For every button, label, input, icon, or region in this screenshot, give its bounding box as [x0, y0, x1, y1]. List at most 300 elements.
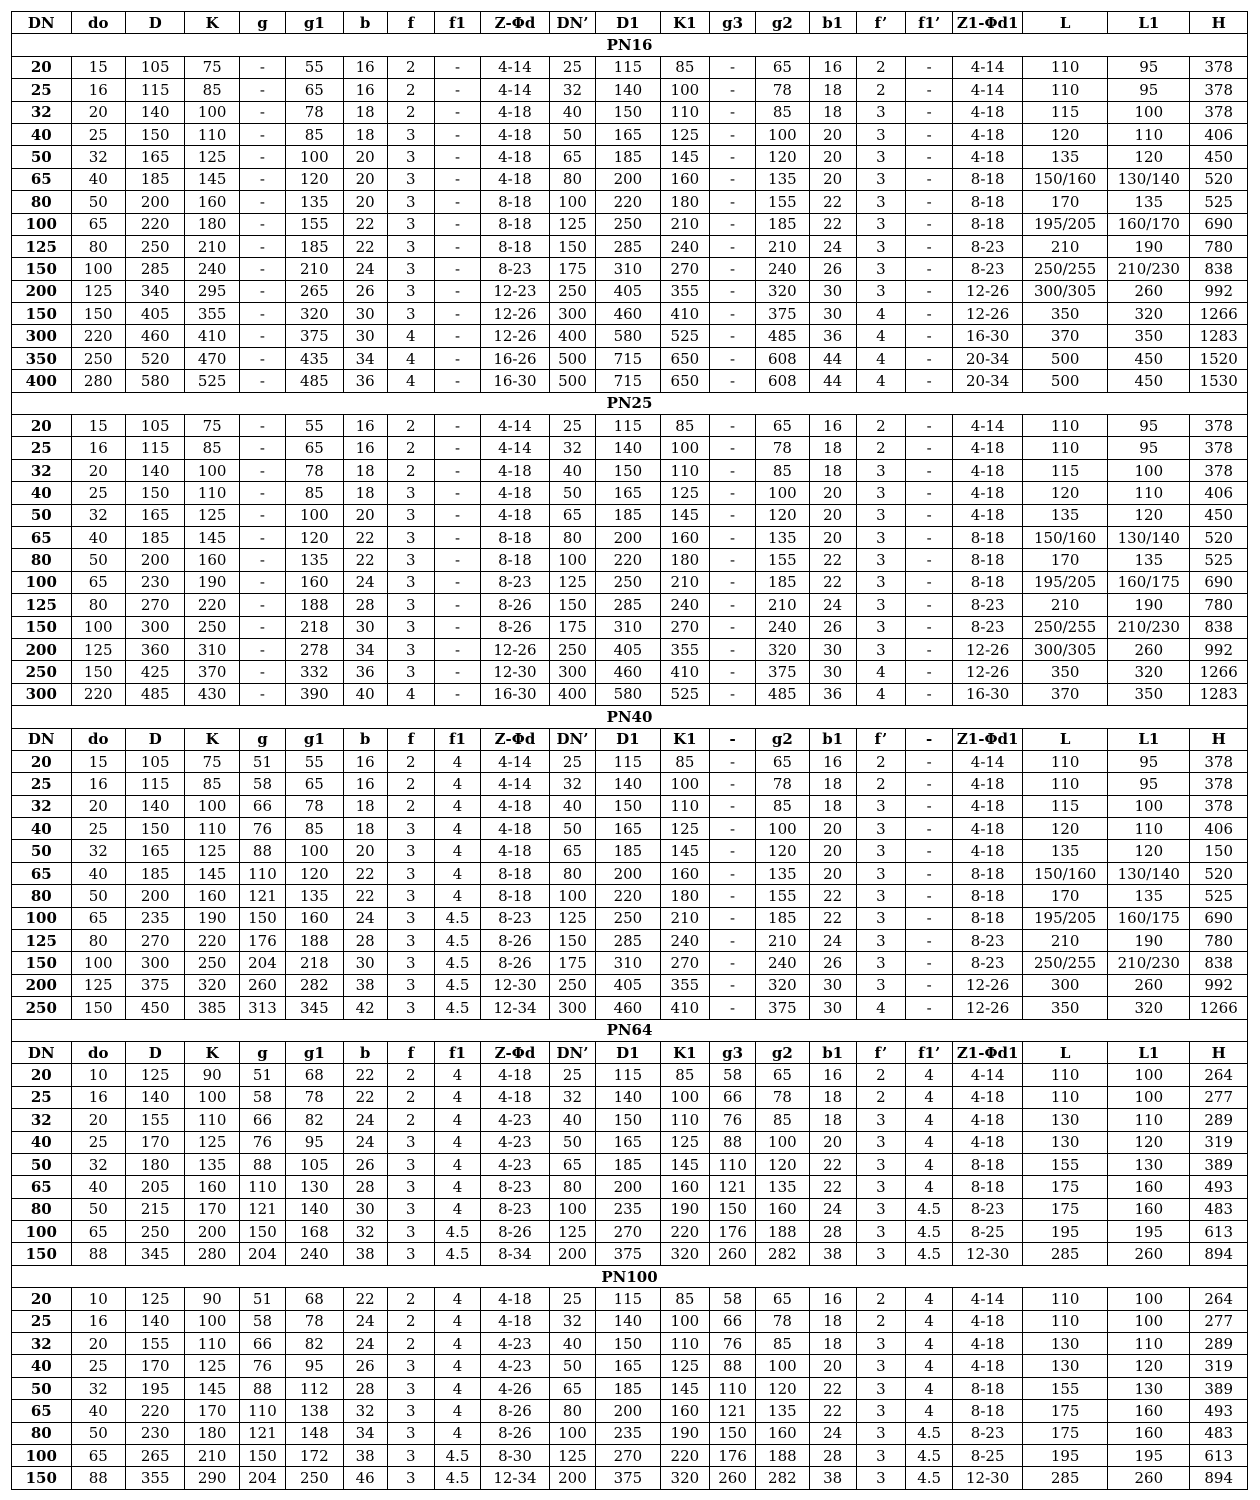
table-cell: 4	[434, 1355, 480, 1377]
nominal-diameter-cell: 150	[12, 303, 72, 325]
column-header-cell: K1	[660, 728, 709, 750]
table-cell: 8-18	[953, 168, 1023, 190]
table-cell: 8-18	[481, 213, 550, 235]
column-header-cell: D1	[596, 12, 661, 34]
table-cell: 715	[596, 370, 661, 392]
nominal-diameter-cell: 32	[12, 101, 72, 123]
table-cell: 4-18	[953, 101, 1023, 123]
table-cell: 4	[906, 1131, 953, 1153]
table-cell: 95	[1108, 415, 1190, 437]
table-cell: 160	[1108, 1198, 1190, 1220]
table-row	[12, 123, 1248, 145]
table-cell: 20	[71, 1109, 125, 1131]
table-cell: -	[239, 437, 285, 459]
table-row	[12, 930, 1248, 952]
table-cell: 8-18	[953, 907, 1023, 929]
table-cell: 170	[185, 1400, 239, 1422]
table-cell: -	[906, 79, 953, 101]
table-cell: 210/230	[1108, 952, 1190, 974]
table-cell: 992	[1190, 638, 1248, 660]
table-cell: 110	[1023, 1086, 1108, 1108]
table-cell: 1520	[1190, 347, 1248, 369]
nominal-diameter-cell: 150	[12, 952, 72, 974]
table-cell: 110	[660, 459, 709, 481]
table-cell: 100	[756, 482, 809, 504]
table-cell: 66	[709, 1310, 755, 1332]
table-cell: 32	[549, 79, 595, 101]
table-cell: 12-26	[481, 303, 550, 325]
table-cell: 110	[1108, 123, 1190, 145]
table-cell: 4-18	[953, 1131, 1023, 1153]
table-cell: 3	[856, 840, 905, 862]
table-cell: 20	[809, 1131, 856, 1153]
table-cell: 260	[1108, 280, 1190, 302]
table-cell: 390	[286, 683, 343, 705]
table-cell: 690	[1190, 213, 1248, 235]
table-cell: 4-18	[953, 459, 1023, 481]
column-header-cell: -	[709, 728, 755, 750]
table-cell: 32	[71, 1377, 125, 1399]
table-cell: 20	[343, 191, 387, 213]
table-cell: 180	[185, 1422, 239, 1444]
table-cell: 3	[856, 1176, 905, 1198]
table-row	[12, 191, 1248, 213]
table-cell: 26	[343, 1355, 387, 1377]
table-cell: -	[239, 347, 285, 369]
table-cell: 12-30	[953, 1243, 1023, 1265]
table-cell: 170	[125, 1355, 185, 1377]
table-cell: 4-18	[953, 437, 1023, 459]
table-cell: 8-18	[953, 549, 1023, 571]
section-row	[12, 392, 1248, 414]
table-cell: 16	[809, 1288, 856, 1310]
table-cell: -	[239, 213, 285, 235]
table-cell: 50	[71, 1198, 125, 1220]
table-cell: 135	[1108, 885, 1190, 907]
table-cell: 100	[286, 504, 343, 526]
table-cell: 50	[71, 549, 125, 571]
table-cell: 24	[343, 1131, 387, 1153]
table-cell: 160	[1108, 1176, 1190, 1198]
table-cell: -	[709, 146, 755, 168]
table-cell: 88	[709, 1355, 755, 1377]
table-cell: 345	[286, 997, 343, 1019]
column-header-cell: L	[1023, 12, 1108, 34]
table-cell: 80	[549, 1176, 595, 1198]
table-cell: 4-18	[481, 482, 550, 504]
table-cell: 8-18	[953, 1400, 1023, 1422]
table-cell: 210	[185, 1445, 239, 1467]
table-cell: 204	[239, 1467, 285, 1489]
table-cell: 285	[1023, 1467, 1108, 1489]
table-cell: 3	[856, 1422, 905, 1444]
table-cell: 110	[239, 862, 285, 884]
table-cell: 400	[549, 325, 595, 347]
table-cell: 140	[125, 1086, 185, 1108]
table-cell: 355	[660, 280, 709, 302]
table-cell: 20	[71, 795, 125, 817]
pressure-class-title: PN25	[12, 392, 1248, 414]
table-cell: 350	[1023, 997, 1108, 1019]
table-cell: 4	[434, 1176, 480, 1198]
table-cell: 18	[809, 1086, 856, 1108]
table-cell: 22	[343, 1086, 387, 1108]
table-cell: 140	[125, 459, 185, 481]
table-cell: 22	[343, 862, 387, 884]
table-cell: 105	[286, 1153, 343, 1175]
table-cell: 24	[343, 1333, 387, 1355]
table-row	[12, 997, 1248, 1019]
table-cell: 18	[809, 101, 856, 123]
table-cell: 20	[343, 168, 387, 190]
table-cell: -	[906, 235, 953, 257]
table-cell: 16	[343, 79, 387, 101]
table-cell: 176	[239, 930, 285, 952]
table-cell: 250	[286, 1467, 343, 1489]
table-cell: 4	[434, 885, 480, 907]
table-cell: 300/305	[1023, 280, 1108, 302]
table-cell: 150	[239, 1445, 285, 1467]
table-row	[12, 750, 1248, 772]
column-header-cell: DN	[12, 728, 72, 750]
table-cell: 2	[387, 79, 434, 101]
table-row	[12, 504, 1248, 526]
table-cell: 88	[71, 1243, 125, 1265]
table-cell: 195/205	[1023, 907, 1108, 929]
table-cell: 12-30	[953, 1467, 1023, 1489]
table-cell: -	[239, 616, 285, 638]
table-cell: 115	[125, 773, 185, 795]
table-cell: 400	[549, 683, 595, 705]
table-cell: 105	[125, 750, 185, 772]
table-cell: 125	[660, 1355, 709, 1377]
table-cell: 75	[185, 415, 239, 437]
table-cell: 100	[549, 885, 595, 907]
table-cell: 250	[549, 280, 595, 302]
table-cell: 320	[1108, 661, 1190, 683]
table-cell: 30	[809, 661, 856, 683]
table-cell: 4	[434, 1086, 480, 1108]
table-cell: 100	[660, 1310, 709, 1332]
table-cell: 4	[387, 370, 434, 392]
table-cell: 406	[1190, 123, 1248, 145]
nominal-diameter-cell: 65	[12, 168, 72, 190]
table-cell: 3	[387, 168, 434, 190]
nominal-diameter-cell: 32	[12, 459, 72, 481]
table-cell: 25	[549, 1064, 595, 1086]
table-cell: 18	[343, 795, 387, 817]
table-cell: -	[709, 773, 755, 795]
table-cell: 4	[856, 370, 905, 392]
table-cell: 165	[125, 504, 185, 526]
table-cell: 16	[343, 415, 387, 437]
table-cell: -	[239, 571, 285, 593]
table-cell: 838	[1190, 258, 1248, 280]
table-row	[12, 683, 1248, 705]
column-header-cell: b	[343, 728, 387, 750]
table-cell: 32	[549, 1086, 595, 1108]
table-cell: 110	[1108, 1333, 1190, 1355]
table-cell: 3	[387, 1198, 434, 1220]
column-header-cell: g1	[286, 12, 343, 34]
table-cell: 115	[596, 1064, 661, 1086]
table-cell: 3	[387, 1400, 434, 1422]
table-cell: 160	[660, 862, 709, 884]
table-row	[12, 661, 1248, 683]
table-cell: 22	[343, 1288, 387, 1310]
table-cell: -	[709, 997, 755, 1019]
table-cell: 160	[286, 571, 343, 593]
table-cell: 140	[596, 437, 661, 459]
table-cell: 145	[660, 504, 709, 526]
table-cell: 125	[549, 571, 595, 593]
table-cell: 24	[809, 1422, 856, 1444]
table-cell: 76	[239, 1131, 285, 1153]
table-cell: 520	[125, 347, 185, 369]
column-header-cell: g2	[756, 12, 809, 34]
table-cell: -	[709, 661, 755, 683]
table-cell: -	[709, 907, 755, 929]
table-cell: 165	[125, 840, 185, 862]
table-cell: 4	[434, 1153, 480, 1175]
table-cell: 2	[387, 750, 434, 772]
table-cell: 100	[185, 101, 239, 123]
table-cell: 4	[906, 1288, 953, 1310]
table-cell: 4-18	[953, 1109, 1023, 1131]
table-cell: 289	[1190, 1333, 1248, 1355]
table-cell: 310	[185, 638, 239, 660]
table-cell: 20	[809, 123, 856, 145]
table-cell: 32	[343, 1221, 387, 1243]
table-cell: 110	[1023, 1288, 1108, 1310]
table-cell: -	[239, 549, 285, 571]
table-cell: 12-26	[953, 280, 1023, 302]
table-cell: 3	[856, 930, 905, 952]
table-cell: 80	[549, 526, 595, 548]
table-cell: 125	[185, 840, 239, 862]
table-cell: 4-14	[481, 415, 550, 437]
table-cell: 195	[1023, 1221, 1108, 1243]
table-cell: 145	[185, 862, 239, 884]
table-cell: 300	[1023, 974, 1108, 996]
table-cell: 220	[71, 325, 125, 347]
table-cell: 250	[185, 616, 239, 638]
column-header-cell: f1	[434, 1041, 480, 1063]
nominal-diameter-cell: 20	[12, 1288, 72, 1310]
table-cell: 65	[286, 437, 343, 459]
table-cell: 78	[286, 1310, 343, 1332]
table-cell: 715	[596, 347, 661, 369]
table-cell: 145	[660, 1153, 709, 1175]
table-cell: -	[709, 459, 755, 481]
table-cell: -	[906, 840, 953, 862]
table-cell: 2	[856, 1086, 905, 1108]
table-row	[12, 795, 1248, 817]
table-cell: 195	[1108, 1221, 1190, 1243]
table-cell: 140	[596, 1310, 661, 1332]
table-cell: 150	[549, 235, 595, 257]
table-cell: 24	[809, 930, 856, 952]
table-cell: 4-14	[953, 1064, 1023, 1086]
table-cell: 375	[596, 1467, 661, 1489]
table-cell: 240	[660, 235, 709, 257]
table-cell: 22	[809, 213, 856, 235]
table-cell: 520	[1190, 862, 1248, 884]
table-cell: 75	[185, 750, 239, 772]
column-header-cell: g1	[286, 728, 343, 750]
table-cell: 355	[125, 1467, 185, 1489]
table-row	[12, 56, 1248, 78]
table-cell: 160/175	[1108, 907, 1190, 929]
table-cell: 145	[185, 526, 239, 548]
section-row	[12, 1019, 1248, 1041]
column-header-cell: DN’	[549, 12, 595, 34]
table-cell: 145	[660, 840, 709, 862]
table-cell: 80	[71, 235, 125, 257]
flange-dimension-sheet	[11, 11, 1248, 1490]
table-cell: -	[239, 683, 285, 705]
table-cell: 8-26	[481, 1422, 550, 1444]
table-cell: 450	[1108, 370, 1190, 392]
table-cell: 34	[343, 347, 387, 369]
table-cell: 155	[756, 885, 809, 907]
table-cell: 18	[343, 123, 387, 145]
table-cell: 115	[125, 437, 185, 459]
table-cell: 3	[387, 123, 434, 145]
table-cell: 389	[1190, 1377, 1248, 1399]
table-cell: 3	[856, 616, 905, 638]
section-row	[12, 1265, 1248, 1287]
nominal-diameter-cell: 20	[12, 56, 72, 78]
table-cell: 24	[343, 258, 387, 280]
nominal-diameter-cell: 50	[12, 840, 72, 862]
table-cell: 110	[1108, 1109, 1190, 1131]
table-cell: 16-30	[953, 683, 1023, 705]
table-cell: 90	[185, 1064, 239, 1086]
table-cell: -	[434, 56, 480, 78]
table-cell: 185	[756, 213, 809, 235]
table-cell: 313	[239, 997, 285, 1019]
table-cell: 16	[809, 750, 856, 772]
table-cell: 165	[596, 1355, 661, 1377]
table-cell: 120	[756, 1153, 809, 1175]
table-cell: 240	[756, 616, 809, 638]
table-cell: 100	[185, 459, 239, 481]
table-cell: 82	[286, 1109, 343, 1131]
table-cell: 285	[1023, 1243, 1108, 1265]
table-cell: 580	[125, 370, 185, 392]
nominal-diameter-cell: 250	[12, 997, 72, 1019]
table-cell: 120	[1108, 840, 1190, 862]
nominal-diameter-cell: 40	[12, 1131, 72, 1153]
table-cell: 4-18	[953, 840, 1023, 862]
table-cell: 4-14	[953, 415, 1023, 437]
table-cell: 4	[906, 1400, 953, 1422]
table-cell: 22	[809, 1153, 856, 1175]
table-cell: 525	[660, 683, 709, 705]
table-cell: -	[239, 482, 285, 504]
table-cell: 410	[660, 997, 709, 1019]
table-cell: 4	[434, 795, 480, 817]
nominal-diameter-cell: 150	[12, 258, 72, 280]
table-cell: 110	[1023, 437, 1108, 459]
table-cell: 125	[549, 907, 595, 929]
table-cell: 85	[286, 818, 343, 840]
table-cell: 40	[71, 1400, 125, 1422]
table-cell: 378	[1190, 79, 1248, 101]
table-cell: -	[709, 101, 755, 123]
table-cell: 32	[71, 1153, 125, 1175]
table-cell: 110	[1023, 79, 1108, 101]
table-cell: 483	[1190, 1198, 1248, 1220]
table-cell: 65	[549, 1153, 595, 1175]
table-cell: -	[239, 101, 285, 123]
table-cell: 150	[549, 594, 595, 616]
table-cell: 4-14	[481, 56, 550, 78]
table-cell: 65	[71, 1445, 125, 1467]
table-cell: 30	[809, 638, 856, 660]
table-cell: 320	[185, 974, 239, 996]
table-cell: 2	[387, 437, 434, 459]
table-cell: 115	[596, 56, 661, 78]
nominal-diameter-cell: 80	[12, 885, 72, 907]
table-cell: -	[906, 56, 953, 78]
table-row	[12, 325, 1248, 347]
table-cell: 22	[809, 885, 856, 907]
nominal-diameter-cell: 125	[12, 594, 72, 616]
table-cell: 170	[125, 1131, 185, 1153]
table-cell: 110	[1023, 56, 1108, 78]
nominal-diameter-cell: 50	[12, 504, 72, 526]
table-cell: 160/175	[1108, 571, 1190, 593]
section-row	[12, 706, 1248, 728]
table-cell: 240	[756, 952, 809, 974]
table-cell: 68	[286, 1288, 343, 1310]
table-cell: 100	[660, 1086, 709, 1108]
table-cell: 894	[1190, 1467, 1248, 1489]
table-cell: 176	[709, 1445, 755, 1467]
table-cell: 235	[125, 907, 185, 929]
table-cell: 20	[809, 504, 856, 526]
table-cell: 135	[756, 862, 809, 884]
table-cell: 410	[185, 325, 239, 347]
table-cell: 125	[71, 974, 125, 996]
table-cell: 38	[809, 1243, 856, 1265]
table-row	[12, 370, 1248, 392]
table-cell: -	[709, 482, 755, 504]
table-cell: 350	[1108, 325, 1190, 347]
table-cell: 200	[596, 1176, 661, 1198]
table-cell: -	[239, 415, 285, 437]
column-header-row-pn64	[12, 1041, 1248, 1063]
table-cell: 8-34	[481, 1243, 550, 1265]
table-cell: 120	[1108, 504, 1190, 526]
table-cell: 4-18	[481, 146, 550, 168]
table-cell: 110	[185, 123, 239, 145]
table-cell: 2	[387, 459, 434, 481]
table-cell: -	[906, 213, 953, 235]
column-header-cell: DN’	[549, 728, 595, 750]
table-cell: 2	[856, 750, 905, 772]
table-cell: 25	[549, 1288, 595, 1310]
table-cell: 3	[387, 907, 434, 929]
table-cell: 25	[71, 818, 125, 840]
table-cell: 4-18	[953, 1086, 1023, 1108]
table-cell: 525	[1190, 191, 1248, 213]
table-cell: 4.5	[434, 907, 480, 929]
table-cell: 8-18	[481, 885, 550, 907]
nominal-diameter-cell: 20	[12, 1064, 72, 1086]
